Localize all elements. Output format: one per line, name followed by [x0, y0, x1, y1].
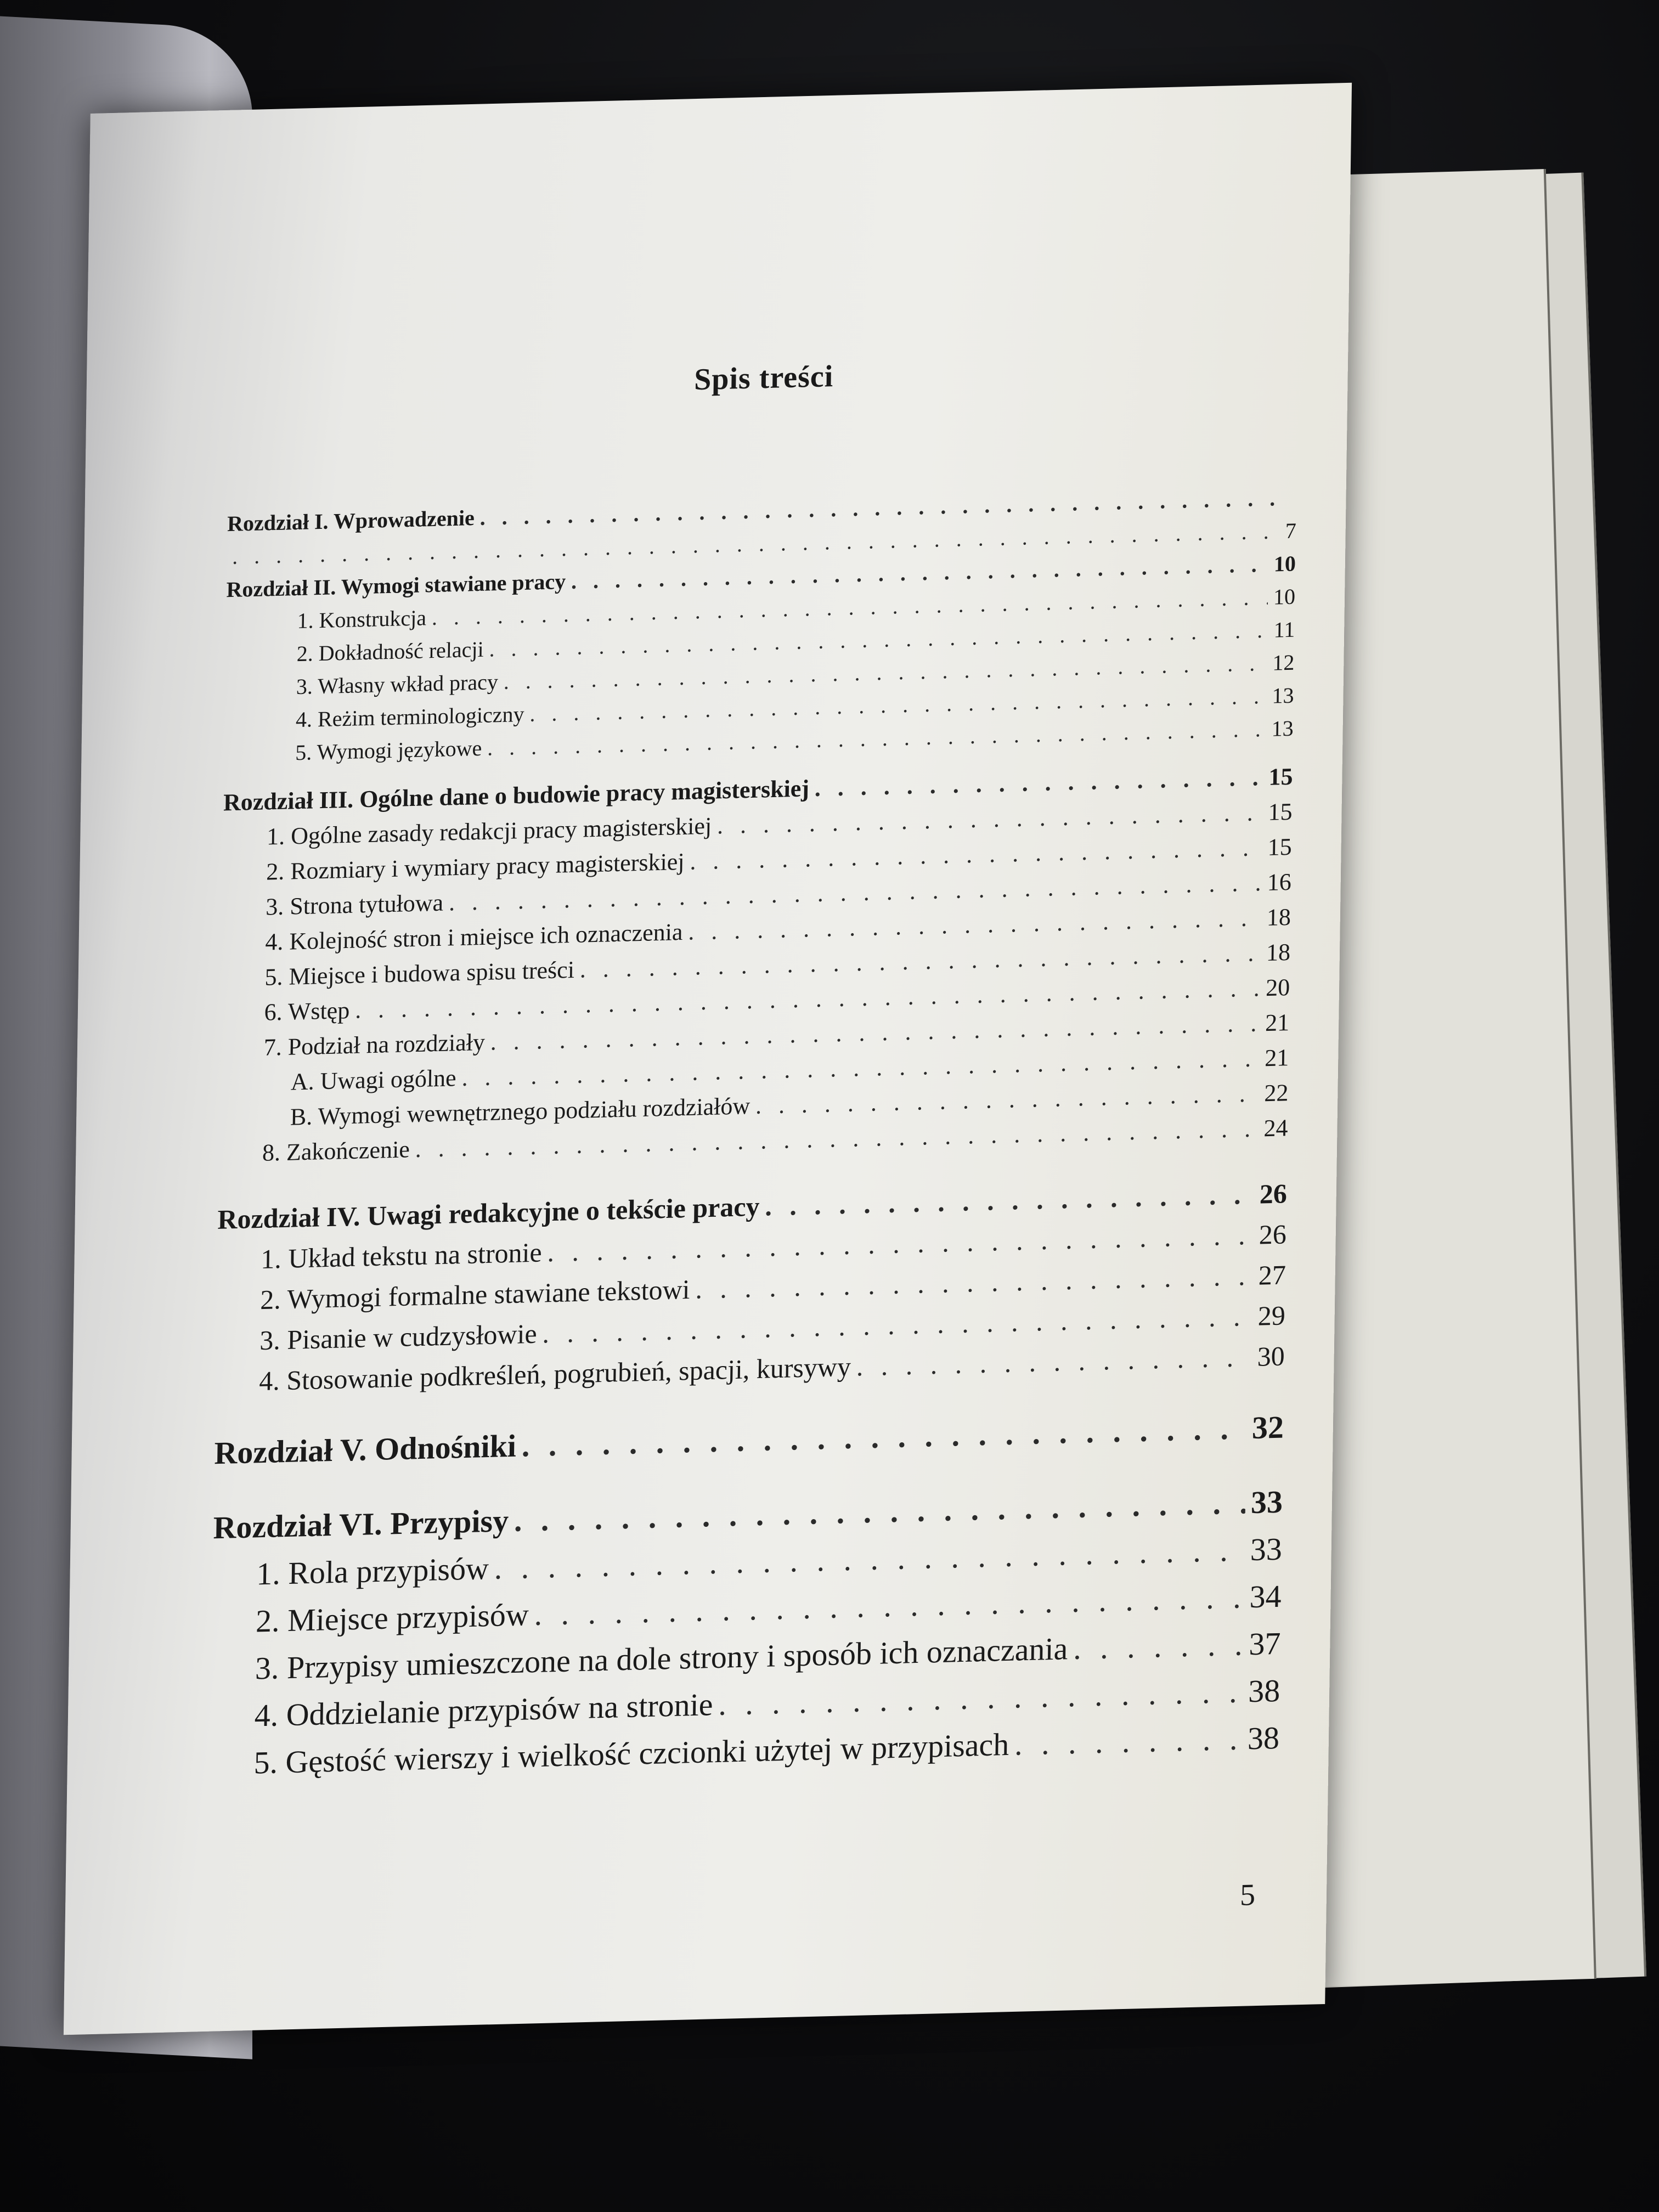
- toc-entry-label: 3. Strona tytułowa: [266, 889, 444, 921]
- toc-entry-page: 10: [1273, 551, 1296, 577]
- toc-entry-label: Rozdział II. Wymogi stawiane pracy: [226, 569, 566, 602]
- toc-entry-page: 7: [1285, 518, 1297, 544]
- leader-dots: [1073, 1621, 1244, 1672]
- toc-entry-page: 22: [1264, 1079, 1289, 1107]
- toc-entry-label: 1. Układ tekstu na stronie: [261, 1237, 543, 1275]
- toc-entry-page: 13: [1272, 682, 1294, 708]
- toc-entry-page: 33: [1250, 1483, 1283, 1521]
- toc-entry-page: 21: [1265, 1044, 1289, 1072]
- toc-entry-page: 16: [1267, 868, 1292, 896]
- toc-entry-page: 37: [1249, 1625, 1281, 1662]
- toc-entry-page: 30: [1257, 1340, 1285, 1372]
- toc-entry-label: 3. Przypisy umieszczone na dole strony i sposób ich oznaczania: [255, 1630, 1068, 1686]
- toc-entry-label: 5. Miejsce i budowa spisu treści: [264, 956, 575, 991]
- toc-entry-label: 1. Rola przypisów: [256, 1550, 489, 1592]
- toc-entry-label: 1. Ogólne zasady redakcji pracy magisterskiej: [266, 812, 712, 850]
- toc-entry-label: 8. Zakończenie: [262, 1136, 410, 1166]
- toc-entry-page: 32: [1251, 1409, 1284, 1446]
- toc-entry-page: 21: [1265, 1009, 1290, 1037]
- toc-entry-label: Rozdział VI. Przypisy: [213, 1503, 509, 1546]
- toc-entry-label: 4. Kolejność stron i miejsce ich oznaczenia: [265, 918, 683, 956]
- table-of-contents: [210, 347, 1299, 1787]
- toc-entry-page: 12: [1272, 650, 1295, 675]
- toc-entry-page: 26: [1259, 1178, 1288, 1210]
- toc-entry-page: 10: [1273, 584, 1296, 610]
- toc-entry-page: 18: [1266, 938, 1291, 967]
- toc-entry-label: Rozdział III. Ogólne dane o budowie pracy magisterskiej: [223, 775, 810, 816]
- toc-entry-page: 33: [1250, 1531, 1283, 1568]
- toc-entry-label: 5. Gęstość wierszy i wielkość czcionki użytej w przypisach: [253, 1726, 1009, 1781]
- toc-entry-label: Rozdział I. Wprowadzenie: [227, 505, 475, 537]
- toc-entry-page: 29: [1257, 1300, 1286, 1331]
- toc-entry-label: 3. Własny wkład pracy: [296, 669, 499, 699]
- toc-entry-label: B. Wymogi wewnętrznego podziału rozdziałów: [290, 1092, 751, 1131]
- toc-entry-page: 13: [1271, 715, 1294, 741]
- toc-entry-label: A. Uwagi ogólne: [290, 1064, 456, 1096]
- page-number: 5: [1239, 1878, 1256, 1912]
- toc-entry-label: 4. Stosowanie podkreśleń, pogrubień, spacji, kursywy: [258, 1351, 851, 1397]
- toc-entry-label: Rozdział V. Odnośniki: [214, 1427, 517, 1471]
- toc-entry-page: 15: [1268, 763, 1293, 791]
- toc-entry-label: 4. Oddzielanie przypisów na stronie: [254, 1686, 713, 1734]
- toc-entry-page: 34: [1249, 1578, 1282, 1615]
- toc-entry-label: 7. Podział na rozdziały: [263, 1028, 486, 1061]
- toc-entry-label: 3. Pisanie w cudzysłowie: [259, 1318, 538, 1356]
- page-title: Spis treści: [693, 359, 834, 397]
- toc-entry-page: 38: [1247, 1719, 1280, 1757]
- toc-entry-label: 5. Wymogi językowe: [295, 735, 482, 765]
- toc-entry-page: 11: [1273, 617, 1295, 642]
- toc-entry-label: 1. Konstrukcja: [297, 605, 427, 634]
- toc-entry-label: 4. Reżim terminologiczny: [295, 701, 524, 732]
- toc-entry-page: 27: [1258, 1259, 1286, 1291]
- toc-entry-label: Rozdział IV. Uwagi redakcyjne o tekście pracy: [217, 1190, 760, 1235]
- toc-entry-page: 38: [1248, 1672, 1280, 1709]
- leader-dots: [521, 1404, 1246, 1469]
- toc-entry-label: 6. Wstęp: [264, 996, 350, 1026]
- toc-chapter-row: [214, 1404, 1284, 1477]
- toc-entry-page: 18: [1266, 903, 1291, 932]
- toc-entry-label: 2. Miejsce przypisów: [255, 1596, 529, 1639]
- toc-entry-page: 15: [1268, 798, 1293, 826]
- toc-entry-page: 26: [1259, 1218, 1287, 1250]
- toc-entry-page: 15: [1267, 833, 1293, 861]
- book-page: [64, 83, 1352, 2035]
- toc-entry-label: 2. Dokładność relacji: [296, 636, 484, 667]
- leader-dots: [1014, 1716, 1243, 1768]
- toc-entry-page: 24: [1263, 1114, 1288, 1142]
- toc-entry-page: 20: [1265, 974, 1290, 1002]
- toc-entry-label: 2. Wymogi formalne stawiane tekstowi: [259, 1273, 690, 1316]
- toc-entry-label: 2. Rozmiary i wymiary pracy magisterskiej: [266, 848, 685, 885]
